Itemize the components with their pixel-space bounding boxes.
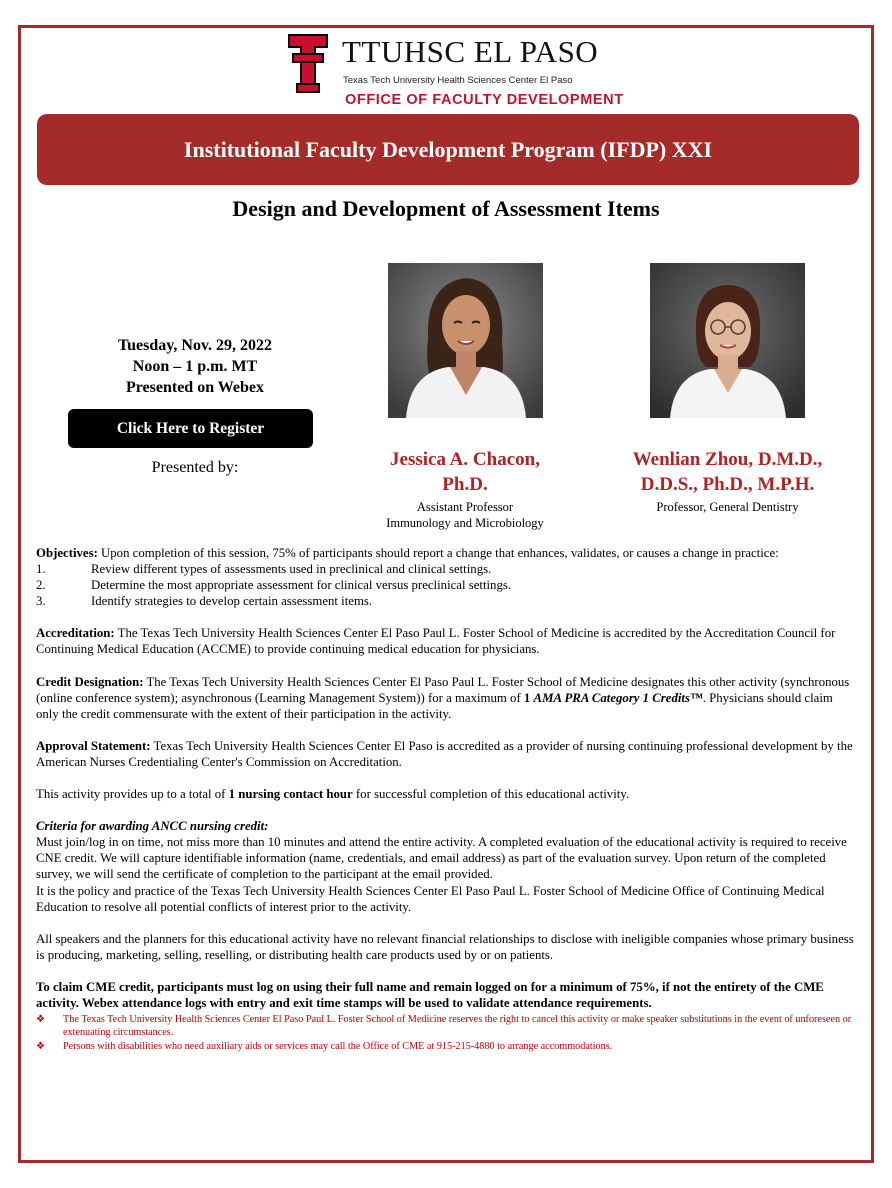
- ttuhsc-logo: [287, 33, 624, 113]
- list-number: 3.: [36, 594, 46, 609]
- speaker-photo-chacon: [388, 263, 543, 418]
- event-info: [70, 335, 320, 398]
- note-text: Persons with disabilities who need auxiliary aids or services may call the Office of CME at 915-215-4880 to arrange accommodations.: [63, 1040, 613, 1052]
- list-item: [36, 561, 858, 577]
- list-item: [36, 577, 858, 593]
- conflict-policy: It is the policy and practice of the Texas Tech University Health Sciences Center El Paso Paul L. Foster School of Medicine Office of Continuing Medical Education to resolve all potential conflicts of interest prior to the activity.: [36, 883, 825, 914]
- office-name: OFFICE OF FACULTY DEVELOPMENT: [345, 92, 624, 108]
- diamond-bullet-icon: ❖: [36, 1014, 45, 1026]
- speaker-name: [600, 447, 855, 497]
- credit-amount: 1: [523, 690, 531, 705]
- speaker-chacon: [355, 447, 575, 531]
- list-item: [36, 593, 858, 609]
- credit-text: The Texas Tech University Health Sciences Center El Paso Paul L. Foster School of Medicine designates this other activity (synchronous (online conference system); asynchronous (Learning Management System)) for a maximum of: [36, 674, 850, 705]
- list-text: Identify strategies to develop certain assessment items.: [91, 594, 373, 609]
- diamond-bullet-icon: ❖: [36, 1040, 45, 1052]
- accreditation-paragraph: [36, 625, 858, 657]
- presented-by-label: Presented by:: [151, 459, 239, 476]
- speaker-role: [600, 499, 855, 515]
- approval-paragraph: [36, 738, 858, 770]
- list-item: [36, 1040, 858, 1053]
- credit-label: Credit Designation:: [36, 674, 144, 689]
- list-number: 1.: [36, 562, 46, 577]
- double-t-logo-icon: [287, 33, 329, 95]
- objectives-list: [36, 561, 858, 609]
- disclosure-paragraph: All speakers and the planners for this educational activity have no relevant financial relationships to disclose with ineligible companies whose primary business is producing, marketing, selling, reselling, or distributing health care products used by or on patients.: [36, 931, 854, 962]
- nursing-hours: 1 nursing contact hour: [228, 787, 353, 802]
- objectives-text: Upon completion of this session, 75% of participants should report a change that enhances, validates, or causes a change in practice:: [101, 546, 779, 560]
- nursing-text-end: for successful completion of this educational activity.: [355, 787, 630, 802]
- speaker-role: [355, 499, 575, 531]
- credit-text-end: . Physicians should claim only the credit commensurate with the extent of their participation in the activity.: [36, 690, 833, 721]
- notes-list: [36, 1013, 858, 1053]
- list-text: Determine the most appropriate assessment for clinical versus preclinical settings.: [91, 578, 512, 593]
- credit-paragraph: [36, 674, 858, 722]
- criteria-heading: [36, 818, 858, 834]
- event-platform: Presented on Webex: [125, 379, 265, 396]
- objectives-label: Objectives:: [36, 546, 98, 560]
- logo-subtitle: Texas Tech University Health Sciences Center El Paso: [343, 75, 573, 86]
- cme-claim: To claim CME credit, participants must log on using their full name and remain logged on for a minimum of 75%, if not the entirety of the CME activity. Webex attendance logs with entry and exit time stamps will be used to validate attendance requirements.: [36, 979, 824, 1010]
- objectives-intro: [36, 545, 858, 561]
- event-time: Noon – 1 p.m. MT: [132, 358, 258, 375]
- body-text: [36, 545, 858, 1053]
- speaker-name-line: Wenlian Zhou, D.M.D.,: [632, 449, 823, 470]
- approval-text: Texas Tech University Health Sciences Center El Paso is accredited as a provider of nursing continuing professional development by the American Nurses Credentialing Center's Commission on Accreditation.: [36, 738, 853, 769]
- speaker-zhou: [600, 447, 855, 515]
- logo-title: TTUHSC EL PASO: [342, 34, 599, 69]
- speaker-name-line: Jessica A. Chacon,: [390, 449, 540, 470]
- register-button[interactable]: Click Here to Register: [68, 409, 313, 448]
- speaker-name-line: Ph.D.: [442, 474, 488, 495]
- criteria-text: Must join/log in on time, not miss more than 10 minutes and attend the entire activity. A completed evaluation of the educational activity is required to receive CNE credit. We will capture identifiable information (name, credentials, and email address) as part of the evaluation survey. Upon return of the completed survey, we will send the certificate of completion to the participant at the email provided.: [36, 835, 847, 882]
- speaker-title: Professor, General Dentistry: [656, 500, 799, 514]
- nursing-text: This activity provides up to a total of: [36, 787, 226, 802]
- program-title: Institutional Faculty Development Program (IFDP) XXI: [183, 136, 713, 162]
- approval-label: Approval Statement:: [36, 738, 151, 753]
- speaker-department: Immunology and Microbiology: [386, 516, 544, 530]
- accreditation-label: Accreditation:: [36, 626, 115, 641]
- list-text: Review different types of assessments used in preclinical and clinical settings.: [91, 562, 492, 577]
- session-title: Design and Development of Assessment Items: [232, 196, 660, 221]
- accreditation-text: The Texas Tech University Health Sciences Center El Paso Paul L. Foster School of Medicine is accredited by the Accreditation Council for Continuing Medical Education (ACCME) to provide continuing medical education for physicians.: [36, 626, 836, 657]
- nursing-paragraph: [36, 786, 858, 802]
- speaker-name-line: D.D.S., Ph.D., M.P.H.: [640, 474, 815, 495]
- speaker-title: Assistant Professor: [416, 500, 514, 514]
- program-banner: [37, 114, 859, 185]
- note-text: The Texas Tech University Health Sciences Center El Paso Paul L. Foster School of Medicine reserves the right to cancel this activity or make speaker substitutions in the event of unforeseen or extenuating circumstances.: [63, 1014, 852, 1039]
- list-number: 2.: [36, 578, 46, 593]
- criteria-heading-text: Criteria for awarding ANCC nursing credit:: [36, 819, 269, 834]
- speaker-photo-zhou: [650, 263, 805, 418]
- list-item: [36, 1013, 858, 1040]
- credit-type: AMA PRA Category 1 Credits™: [533, 690, 703, 705]
- speaker-name: [355, 447, 575, 497]
- event-date: Tuesday, Nov. 29, 2022: [117, 337, 273, 354]
